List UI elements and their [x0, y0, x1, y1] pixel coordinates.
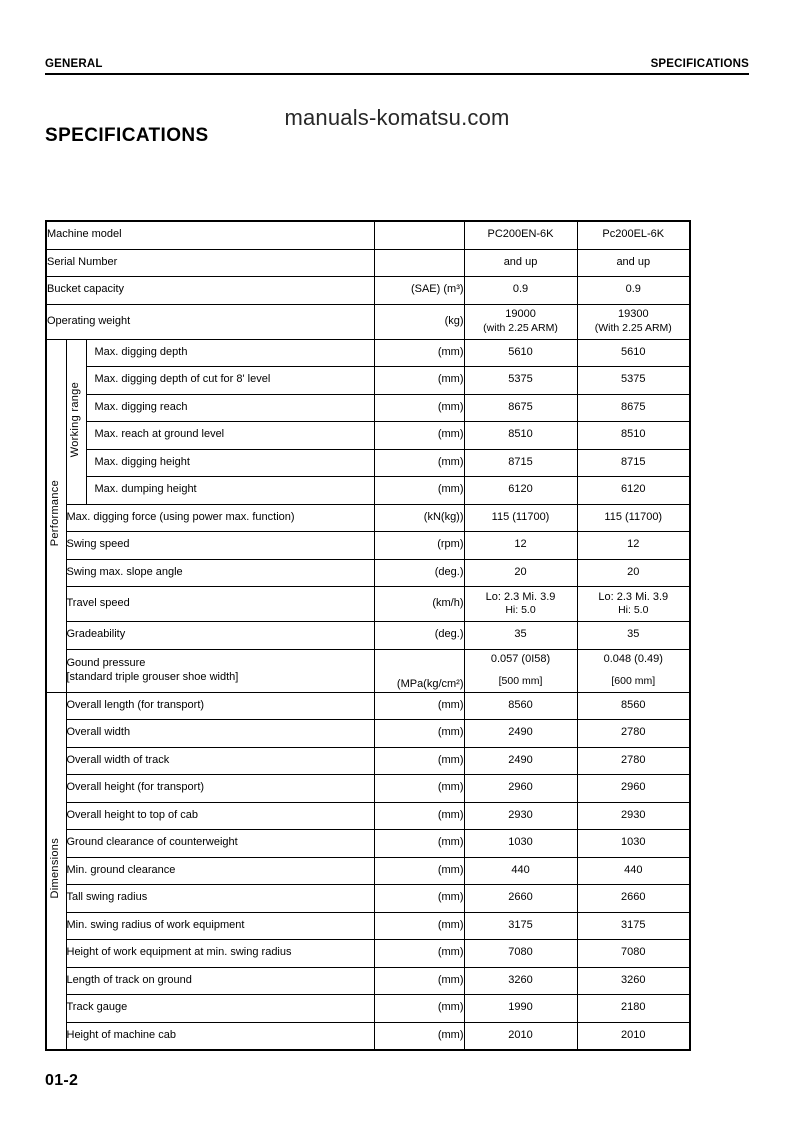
table-row [46, 622, 690, 650]
row-unit: (kN(kg)) [374, 504, 464, 532]
row-unit: (mm) [374, 1022, 464, 1050]
table-row [46, 1022, 690, 1050]
row-label: Length of track on ground [66, 967, 374, 995]
table-row [46, 802, 690, 830]
table-row [46, 775, 690, 803]
table-row [46, 830, 690, 858]
row-label: Max. dumping height [86, 477, 374, 505]
row-label: Min. ground clearance [66, 857, 374, 885]
category-label-dimensions [46, 692, 66, 1050]
row-value-note: [500 mm] [498, 675, 543, 688]
row-unit: (deg.) [374, 622, 464, 650]
row-unit: (mm) [374, 367, 464, 395]
table-row [46, 587, 690, 622]
row-unit: (mm) [374, 747, 464, 775]
table-row [46, 720, 690, 748]
row-value-model-a: 20 [464, 559, 577, 587]
table-row [46, 304, 690, 339]
row-value-model-a: 8715 [464, 449, 577, 477]
row-value-model-b: 8675 [577, 394, 690, 422]
row-value-model-b [577, 304, 690, 339]
row-unit: (mm) [374, 940, 464, 968]
row-unit: (mm) [374, 995, 464, 1023]
category-label-text: Working range [69, 381, 82, 457]
row-value-model-a: 2010 [464, 1022, 577, 1050]
row-unit: (mm) [374, 449, 464, 477]
row-unit: (kg) [374, 304, 464, 339]
row-unit: (mm) [374, 692, 464, 720]
row-value-note: Hi: 5.0 [505, 604, 536, 617]
row-value-model-b: 5610 [577, 339, 690, 367]
row-label: Overall width of track [66, 747, 374, 775]
row-value-model-a: 35 [464, 622, 577, 650]
table-row [46, 449, 690, 477]
row-value-model-a: 2490 [464, 747, 577, 775]
row-value-model-b: 20 [577, 559, 690, 587]
row-value-model-b: 6120 [577, 477, 690, 505]
row-label: Min. swing radius of work equipment [66, 912, 374, 940]
row-value-model-a: 1030 [464, 830, 577, 858]
row-value-model-a: 3175 [464, 912, 577, 940]
row-value-main: Lo: 2.3 Mi. 3.9 [485, 590, 556, 603]
row-value-model-b: 8715 [577, 449, 690, 477]
row-label: Bucket capacity [46, 277, 374, 305]
row-value-model-a [464, 649, 577, 692]
row-label: Overall height (for transport) [66, 775, 374, 803]
page-title: SPECIFICATIONS [45, 125, 209, 146]
row-unit: (mm) [374, 339, 464, 367]
row-value-model-a: 2930 [464, 802, 577, 830]
row-value-model-b: 7080 [577, 940, 690, 968]
row-value-model-b: 5375 [577, 367, 690, 395]
row-value-main: Lo: 2.3 Mi. 3.9 [598, 590, 669, 603]
row-label: Overall height to top of cab [66, 802, 374, 830]
specifications-table-wrapper [45, 220, 690, 1051]
row-label: Overall width [66, 720, 374, 748]
header-left-label: GENERAL [45, 58, 103, 70]
table-row [46, 967, 690, 995]
row-label: Track gauge [66, 995, 374, 1023]
row-label: Operating weight [46, 304, 374, 339]
row-value-model-b: 2660 [577, 885, 690, 913]
header-rule [45, 73, 749, 75]
row-value-note: (With 2.25 ARM) [594, 321, 672, 334]
table-row [46, 249, 690, 277]
row-value-model-b: 2010 [577, 1022, 690, 1050]
page-number: 01-2 [45, 1072, 79, 1089]
table-row [46, 885, 690, 913]
row-value-model-b: Pc200EL-6K [577, 221, 690, 249]
row-value-model-a: 8675 [464, 394, 577, 422]
table-row [46, 692, 690, 720]
row-label: Overall length (for transport) [66, 692, 374, 720]
row-label: Swing speed [66, 532, 374, 560]
row-unit [374, 221, 464, 249]
row-unit: (rpm) [374, 532, 464, 560]
row-unit: (mm) [374, 802, 464, 830]
row-value-model-a: 5375 [464, 367, 577, 395]
row-value-model-b: 440 [577, 857, 690, 885]
row-value-model-b: 35 [577, 622, 690, 650]
row-value-model-b: 115 (11700) [577, 504, 690, 532]
row-label: Max. digging depth of cut for 8' level [86, 367, 374, 395]
row-value-model-b: 2930 [577, 802, 690, 830]
row-unit: (mm) [374, 885, 464, 913]
row-label: Tall swing radius [66, 885, 374, 913]
row-unit: (mm) [374, 394, 464, 422]
row-unit: (mm) [374, 775, 464, 803]
row-value-model-b: 2780 [577, 747, 690, 775]
row-label: Gradeability [66, 622, 374, 650]
row-label: Max. digging depth [86, 339, 374, 367]
table-row [46, 532, 690, 560]
table-row [46, 559, 690, 587]
specifications-table [45, 220, 691, 1051]
row-value-model-a: 115 (11700) [464, 504, 577, 532]
specifications-table-body [46, 221, 690, 1050]
table-row [46, 649, 690, 692]
category-label-performance [46, 339, 66, 692]
row-value-model-a: 8510 [464, 422, 577, 450]
row-value-model-a: 12 [464, 532, 577, 560]
table-row [46, 912, 690, 940]
category-label-text: Performance [49, 479, 62, 547]
row-label [66, 649, 374, 692]
row-label: Ground clearance of counterweight [66, 830, 374, 858]
row-value-model-b: 8510 [577, 422, 690, 450]
row-value-model-a: 5610 [464, 339, 577, 367]
row-value-main: 19000 [505, 308, 536, 321]
row-label: Height of machine cab [66, 1022, 374, 1050]
row-unit: (SAE) (m³) [374, 277, 464, 305]
row-value-model-a: 8560 [464, 692, 577, 720]
row-value-model-b: 12 [577, 532, 690, 560]
table-row [46, 422, 690, 450]
row-value-model-a: 2490 [464, 720, 577, 748]
row-value-model-b: 2180 [577, 995, 690, 1023]
row-value-model-a: 7080 [464, 940, 577, 968]
table-row [46, 477, 690, 505]
row-value-model-a: 6120 [464, 477, 577, 505]
row-label: Max. digging force (using power max. function) [66, 504, 374, 532]
row-value-model-b: 3175 [577, 912, 690, 940]
row-unit: (mm) [374, 912, 464, 940]
row-unit: (mm) [374, 477, 464, 505]
table-row [46, 221, 690, 249]
row-unit: (mm) [374, 857, 464, 885]
row-value-model-a: PC200EN-6K [464, 221, 577, 249]
row-value-model-b [577, 649, 690, 692]
row-value-main: 0.057 (0I58) [490, 652, 551, 665]
row-unit: (km/h) [374, 587, 464, 622]
table-row [46, 277, 690, 305]
table-row [46, 857, 690, 885]
category-label-working-range [66, 339, 86, 504]
row-value-model-b: 8560 [577, 692, 690, 720]
watermark-text: manuals-komatsu.com [284, 105, 510, 130]
table-row [46, 339, 690, 367]
row-value-model-a: 440 [464, 857, 577, 885]
table-row [46, 504, 690, 532]
row-label: Machine model [46, 221, 374, 249]
row-unit: (mm) [374, 720, 464, 748]
row-value-model-a: 3260 [464, 967, 577, 995]
row-label-line1: Gound pressure [66, 656, 146, 669]
row-unit: (mm) [374, 422, 464, 450]
row-label: Max. digging height [86, 449, 374, 477]
row-value-note: [600 mm] [611, 675, 656, 688]
row-value-model-b: 0.9 [577, 277, 690, 305]
row-label: Serial Number [46, 249, 374, 277]
row-value-model-b: 3260 [577, 967, 690, 995]
row-unit: (MPa(kg/cm²) [374, 649, 464, 692]
row-label-line2: [standard triple grouser shoe width] [66, 670, 239, 683]
table-row [46, 394, 690, 422]
row-value-model-b: 2780 [577, 720, 690, 748]
row-value-model-b: 2960 [577, 775, 690, 803]
row-value-main: 19300 [617, 308, 649, 321]
row-label: Travel speed [66, 587, 374, 622]
row-label: Swing max. slope angle [66, 559, 374, 587]
row-label: Max. reach at ground level [86, 422, 374, 450]
running-header [45, 58, 749, 70]
row-value-model-a: 2960 [464, 775, 577, 803]
row-value-model-a [464, 304, 577, 339]
row-unit [374, 249, 464, 277]
row-value-note: Hi: 5.0 [618, 604, 649, 617]
category-label-text: Dimensions [49, 838, 62, 899]
row-value-model-a: 2660 [464, 885, 577, 913]
row-label: Max. digging reach [86, 394, 374, 422]
row-value-model-b: 1030 [577, 830, 690, 858]
row-value-main: 0.048 (0.49) [603, 652, 663, 665]
row-unit: (mm) [374, 967, 464, 995]
header-right-label: SPECIFICATIONS [650, 58, 749, 70]
table-row [46, 747, 690, 775]
table-row [46, 995, 690, 1023]
row-unit: (mm) [374, 830, 464, 858]
row-value-model-b: and up [577, 249, 690, 277]
row-value-note: (with 2.25 ARM) [483, 321, 558, 334]
row-value-model-b [577, 587, 690, 622]
table-row [46, 367, 690, 395]
row-value-model-a [464, 587, 577, 622]
row-value-model-a: 1990 [464, 995, 577, 1023]
row-value-model-a: 0.9 [464, 277, 577, 305]
row-label: Height of work equipment at min. swing radius [66, 940, 374, 968]
row-unit: (deg.) [374, 559, 464, 587]
row-value-model-a: and up [464, 249, 577, 277]
table-row [46, 940, 690, 968]
